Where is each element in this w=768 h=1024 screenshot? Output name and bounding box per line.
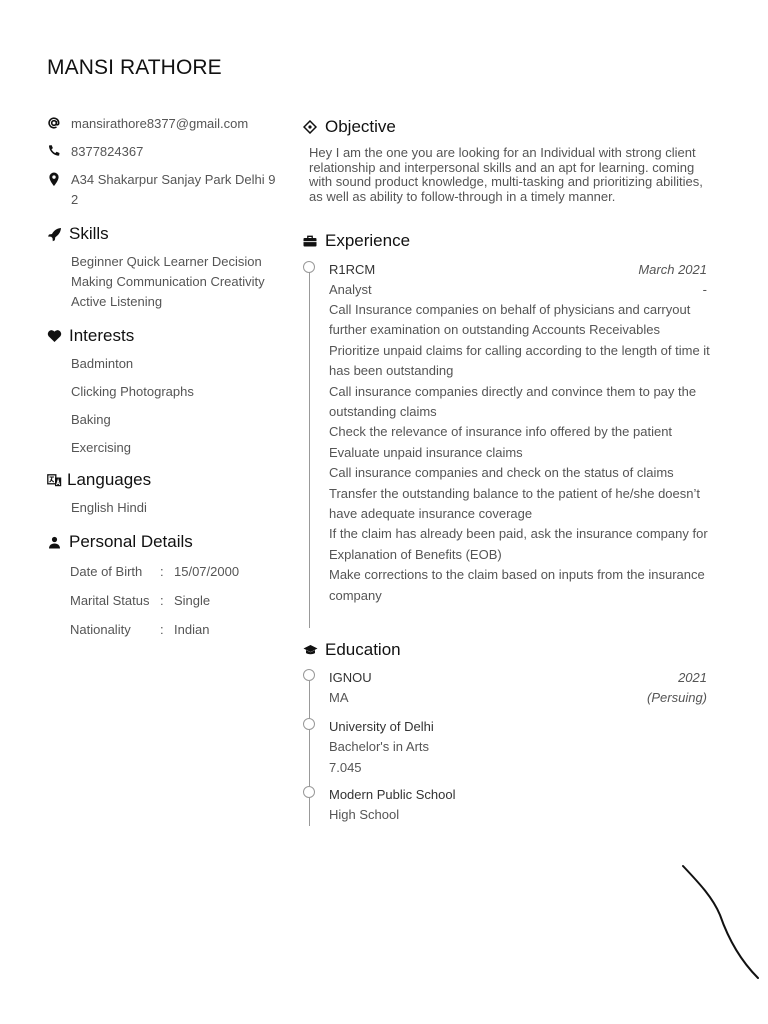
- education-title: Education: [325, 640, 401, 659]
- languages-title: Languages: [67, 470, 152, 489]
- personal-value: Indian: [174, 622, 210, 637]
- education-degree: High School: [329, 807, 400, 822]
- personal-sep: :: [160, 622, 164, 637]
- phone-text: 8377824367: [71, 144, 144, 159]
- interest-item: Badminton: [71, 356, 134, 371]
- duty-item: Make corrections to the claim based on inputs from the insurance company: [329, 567, 705, 603]
- duty-item: Call insurance companies and check on the status of claims: [329, 465, 674, 481]
- duty-item: Evaluate unpaid insurance claims: [329, 444, 523, 460]
- skills-text: Beginner Quick Learner Decision Making Communication Creativity Active Listening: [71, 254, 265, 309]
- experience-title: Experience: [325, 231, 411, 250]
- skills-title: Skills: [69, 224, 109, 243]
- education-school: University of Delhi: [329, 719, 434, 734]
- interest-item: Clicking Photographs: [71, 384, 194, 399]
- duty-item: Call Insurance companies on behalf of physicians and carryout further examination on outstanding Accounts Receivables: [329, 302, 691, 338]
- education-note: (Persuing): [647, 690, 707, 705]
- objective-text: Hey I am the one you are looking for an Individual with strong client relationship and interpersonal skills and an apt for learning. coming with sound product knowledge, multi-tasking and prioritizing abilities, as well as ability to follow-through in a timely manner.: [309, 145, 703, 204]
- objective-title: Objective: [325, 117, 396, 136]
- education-degree: Bachelor's in Arts: [329, 739, 430, 754]
- languages-text: English Hindi: [71, 500, 147, 515]
- experience-company: R1RCM: [329, 262, 376, 277]
- duty-item: Check the relevance of insurance info offered by the patient: [329, 424, 673, 440]
- email-text: mansirathore8377@gmail.com: [71, 116, 249, 131]
- personal-value: Single: [174, 593, 211, 608]
- personal-sep: :: [160, 564, 164, 579]
- candidate-name: MANSI RATHORE: [47, 56, 222, 79]
- interests-title: Interests: [69, 326, 135, 345]
- education-score: 7.045: [329, 760, 362, 775]
- personal-key: Date of Birth: [70, 564, 143, 579]
- experience-date: March 2021: [638, 262, 707, 277]
- education-school: IGNOU: [329, 670, 372, 685]
- experience-role: Analyst: [329, 282, 372, 297]
- interest-item: Baking: [71, 412, 111, 427]
- personal-key: Marital Status: [70, 593, 150, 608]
- duty-item: Call insurance companies directly and convince them to pay the outstanding claims: [329, 383, 697, 420]
- education-degree: MA: [329, 690, 349, 705]
- education-school: Modern Public School: [329, 787, 456, 802]
- interest-item: Exercising: [71, 440, 131, 455]
- duty-item: If the claim has already been paid, ask the insurance company for Explanation of Benefits (EOB): [329, 526, 708, 562]
- personal-details-title: Personal Details: [69, 532, 193, 551]
- address-text: A34 Shakarpur Sanjay Park Delhi 9 2: [71, 172, 276, 207]
- personal-value: 15/07/2000: [174, 564, 240, 579]
- duty-item: Prioritize unpaid claims for calling according to the length of time it has been outstanding: [329, 342, 710, 379]
- personal-sep: :: [160, 593, 164, 608]
- experience-role-end: -: [702, 282, 707, 297]
- personal-key: Nationality: [70, 622, 131, 637]
- education-date: 2021: [678, 670, 707, 685]
- duty-item: Transfer the outstanding balance to the patient of he/she doesn’t have adequate insurance coverage: [329, 485, 700, 522]
